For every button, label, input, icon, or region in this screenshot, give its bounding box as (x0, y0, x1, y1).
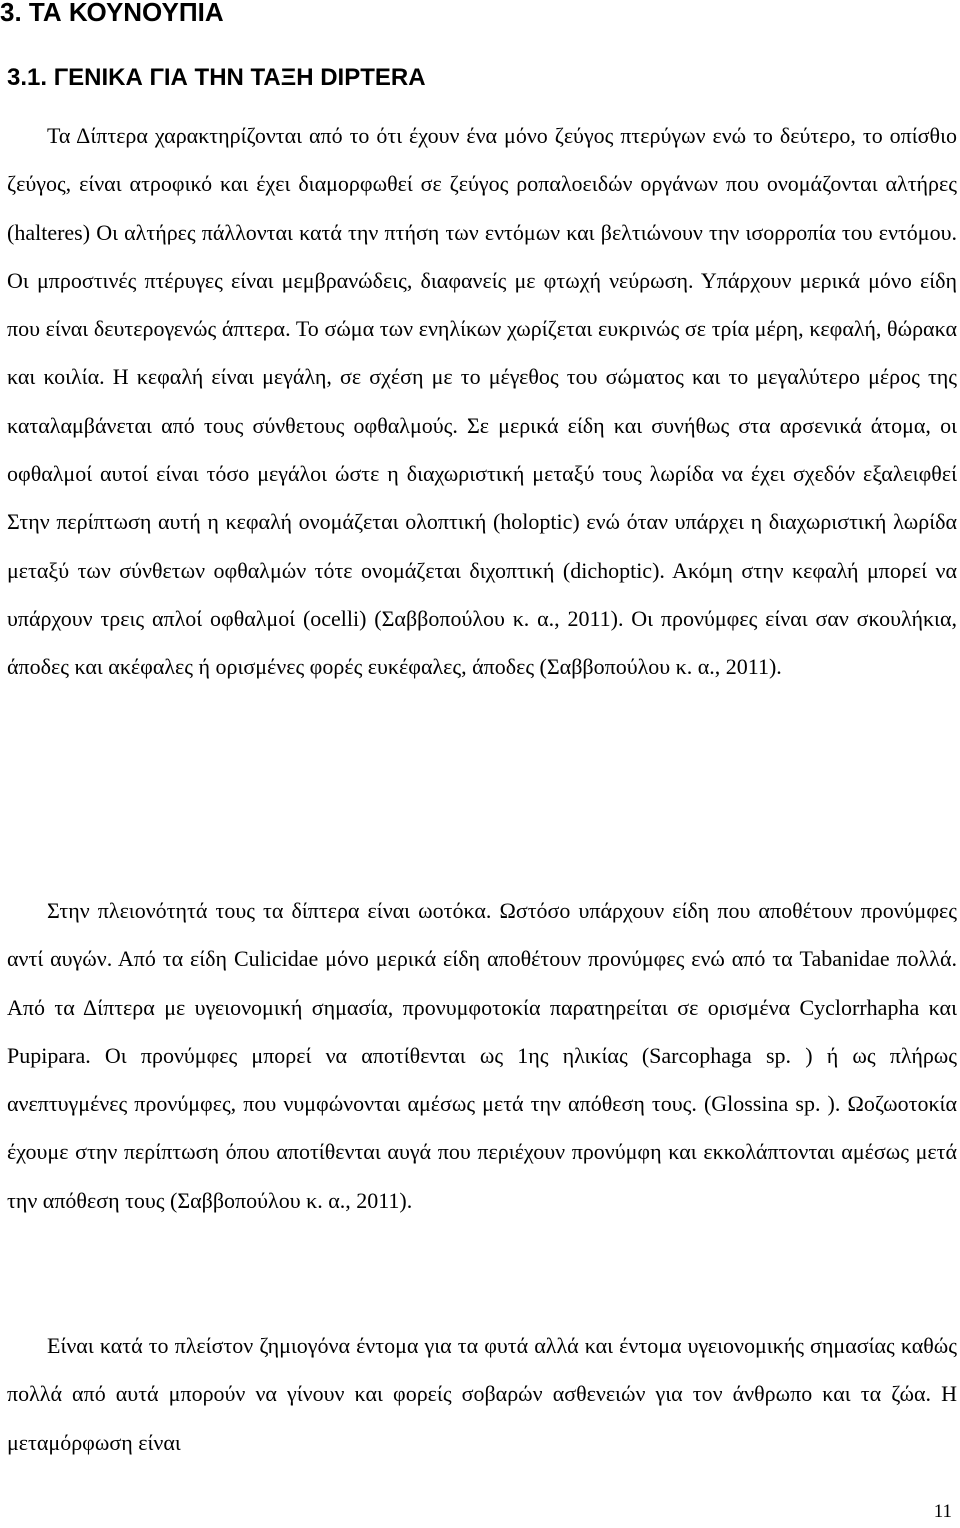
paragraph-diptera-importance: Είναι κατά το πλείστον ζημιογόνα έντομα για τα φυτά αλλά και έντομα υγειονομικής σημασίας καθώς πολλά από αυτά μπορούν να γίνουν και φορείς σοβαρών ασθενειών για τον άνθρωπο και τα ζώα. Η μεταμόρφωση είναι (7, 1333, 957, 1455)
section-heading: 3.1. ΓΕΝΙΚΑ ΓΙΑ ΤΗΝ ΤΑΞΗ DIPTERA (7, 64, 426, 91)
paragraph-diptera-morphology: Τα Δίπτερα χαρακτηρίζονται από το ότι έχουν ένα μόνο ζεύγος πτερύγων ενώ το δεύτερο, το οπίσθιο ζεύγος, είναι ατροφικό και έχει διαμορφωθεί σε ζεύγος ροπαλοειδών οργάνων που ονομάζονται αλτήρες (halteres) Οι αλτήρες πάλλονται κατά την πτήση των εντόμων και βελτιώνουν την ισορροπία του εντόμου. Οι μπροστινές πτέρυγες είναι μεμβρανώδεις, διαφανείς με φτωχή νεύρωση. Υπάρχουν μερικά μόνο είδη που είναι δευτερογενώς άπτερα. Το σώμα των ενηλίκων χωρίζεται ευκρινώς σε τρία μέρη, κεφαλή, θώρακα και κοιλία. Η κεφαλή είναι μεγάλη, σε σχέση με το μέγεθος του σώματος και το μεγαλύτερο μέρος της καταλαμβάνεται από τους σύνθετους οφθαλμούς. Σε μερικά είδη και συνήθως στα αρσενικά άτομα, οι οφθαλμοί αυτοί είναι τόσο μεγάλοι ώστε η διαχωριστική μεταξύ τους λωρίδα να έχει σχεδόν εξαλειφθεί Στην περίπτωση αυτή η κεφαλή ονομάζεται ολοπτική (holoptic) ενώ όταν υπάρχει η διαχωριστική λωρίδα μεταξύ των σύνθετων οφθαλμών τότε ονομάζεται διχοπτική (dichoptic). Ακόμη στην κεφαλή μπορεί να υπάρχουν τρεις απλοί οφθαλμοί (ocelli) (Σαββοπούλου κ. α., 2011). Οι προνύμφες είναι σαν σκουλήκια, άποδες και ακέφαλες ή ορισμένες φορές ευκέφαλες, άποδες (Σαββοπούλου κ. α., 2011). (7, 123, 957, 680)
page-number: 11 (933, 1501, 952, 1522)
paragraph-diptera-reproduction: Στην πλειονότητά τους τα δίπτερα είναι ωοτόκα. Ωστόσο υπάρχουν είδη που αποθέτουν προνύμφες αντί αυγών. Από τα είδη Culicidae μόνο μερικά είδη αποθέτουν προνύμφες ενώ από τα Tabanidae πολλά. Από τα Δίπτερα με υγειονομική σημασία, προνυμφοτοκία παρατηρείται σε ορισμένα Cyclorrhapha και Pupipara. Οι προνύμφες μπορεί να αποτίθενται ως 1ης ηλικίας (Sarcophaga sp. ) ή ως πλήρως ανεπτυγμένες προνύμφες, που νυμφώνονται αμέσως μετά την απόθεση τους. (Glossina sp. ). Ωοζωοτοκία έχουμε στην περίπτωση όπου αποτίθενται αυγά που περιέχουν προνύμφη και εκκολάπτονται αμέσως μετά την απόθεση τους (Σαββοπούλου κ. α., 2011). (7, 898, 957, 1213)
chapter-heading: 3. ΤΑ ΚΟΥΝΟΥΠΙΑ (0, 0, 224, 27)
